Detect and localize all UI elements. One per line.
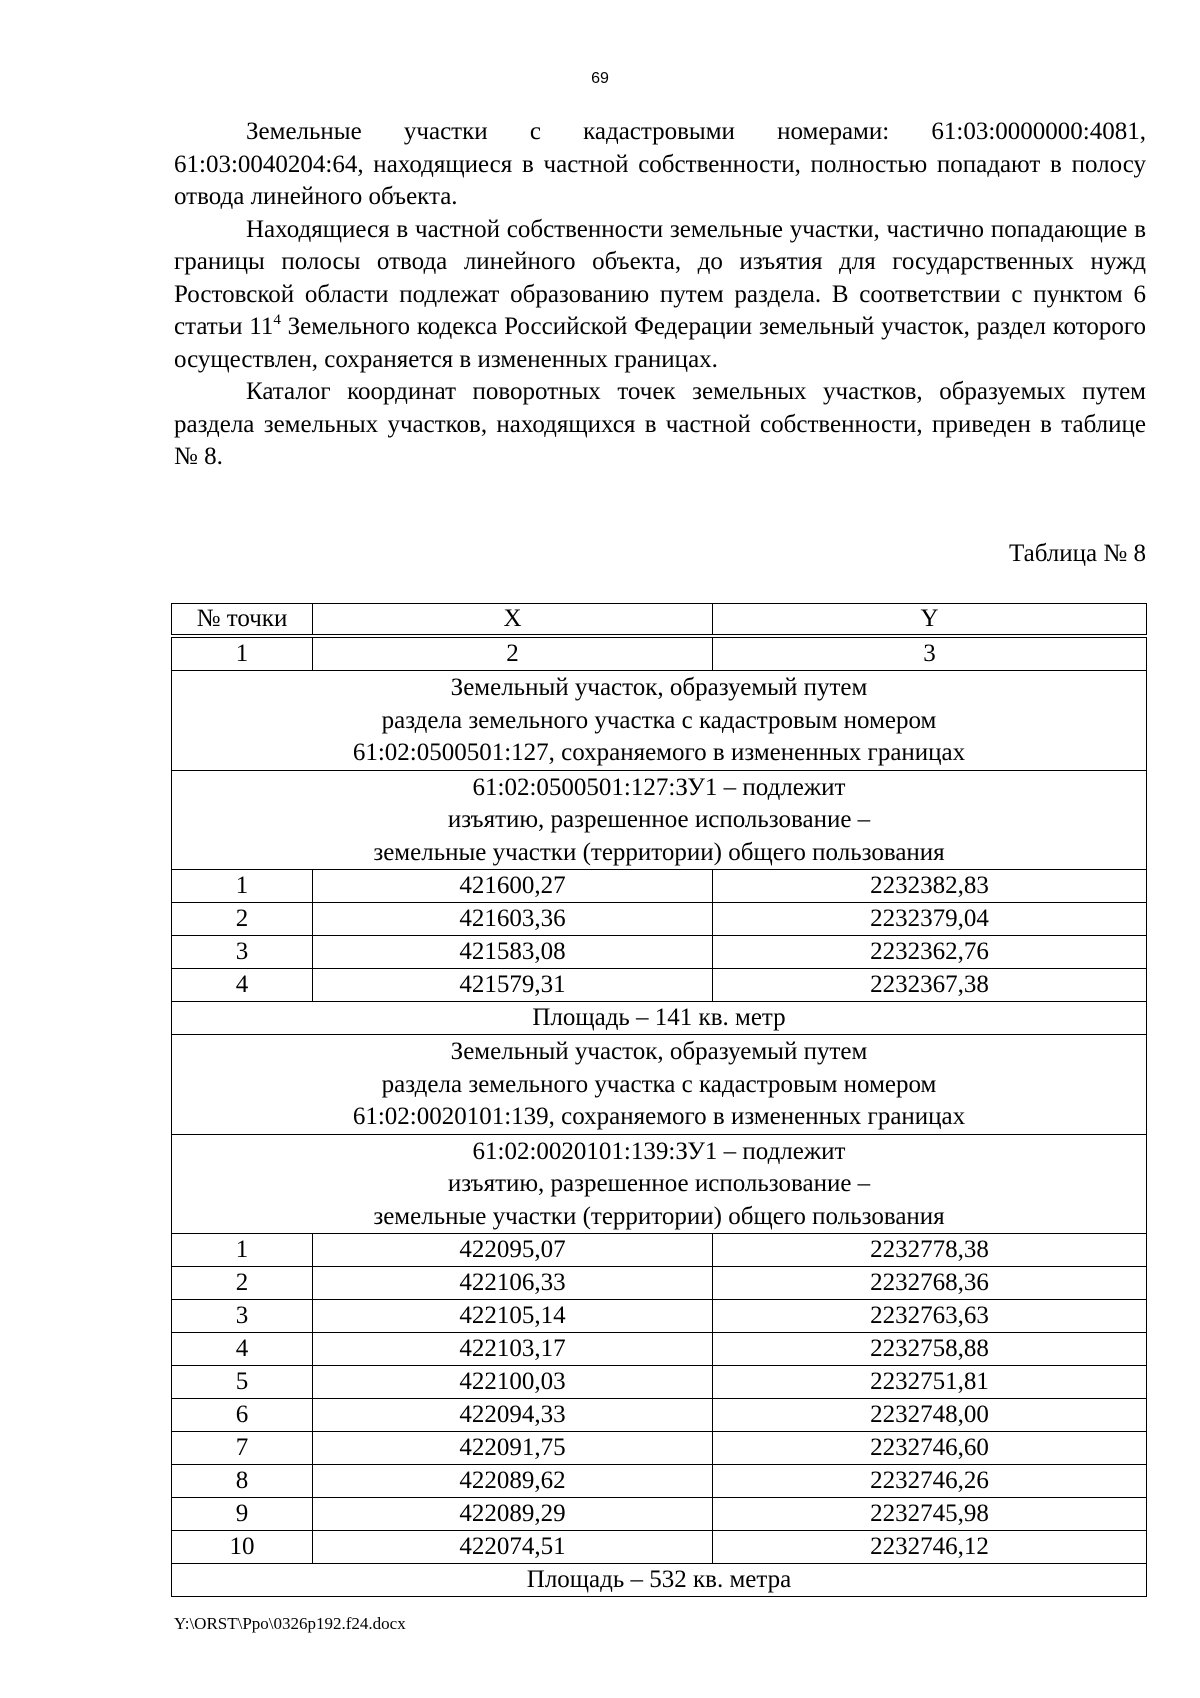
section-title-line: 61:02:0500501:127, сохраняемого в измененных границах (352, 739, 966, 766)
x-coordinate-cell: 422095,07 (313, 1234, 713, 1267)
table-row (172, 1300, 1147, 1333)
y-coordinate-cell: 2232382,83 (713, 870, 1147, 903)
point-number-cell: 5 (172, 1366, 313, 1399)
section-title-row (172, 1035, 1147, 1135)
x-coordinate-cell: 422100,03 (313, 1366, 713, 1399)
section-subtitle-line: земельные участки (территории) общего пользования (373, 838, 945, 866)
table-row (172, 1333, 1147, 1366)
y-coordinate-cell: 2232778,38 (713, 1234, 1147, 1267)
table-row (172, 969, 1147, 1002)
coordinates-table-body (172, 604, 1147, 1597)
section-title-line: Земельный участок, образуемый путем (450, 674, 868, 701)
y-coordinate-cell: 2232768,36 (713, 1267, 1147, 1300)
point-number-cell: 7 (172, 1432, 313, 1465)
section-title-line: 61:02:0020101:139, сохраняемого в измененных границах (352, 1103, 966, 1130)
x-coordinate-cell: 422094,33 (313, 1399, 713, 1432)
point-number-cell: 3 (172, 1300, 313, 1333)
section-subtitle-line: изъятию, разрешенное использование – (447, 806, 871, 833)
table-header-row (172, 604, 1147, 637)
x-coordinate-cell: 422105,14 (313, 1300, 713, 1333)
section-area-row (172, 1002, 1147, 1035)
point-number-cell: 4 (172, 969, 313, 1002)
section-title (172, 671, 1147, 771)
section-title-line: Земельный участок, образуемый путем (450, 1038, 868, 1065)
x-coordinate-cell: 421603,36 (313, 903, 713, 936)
section-area: Площадь – 141 кв. метр (172, 1002, 1147, 1035)
x-coordinate-cell: 422106,33 (313, 1267, 713, 1300)
y-coordinate-cell: 2232763,63 (713, 1300, 1147, 1333)
column-number: 2 (313, 636, 713, 671)
x-coordinate-cell: 421600,27 (313, 870, 713, 903)
header-y: Y (713, 604, 1147, 637)
point-number-cell: 9 (172, 1498, 313, 1531)
column-numbers-row (172, 636, 1147, 671)
section-subtitle (172, 1134, 1147, 1234)
y-coordinate-cell: 2232367,38 (713, 969, 1147, 1002)
section-subtitle (172, 770, 1147, 870)
table-row (172, 1366, 1147, 1399)
y-coordinate-cell: 2232379,04 (713, 903, 1147, 936)
point-number-cell: 1 (172, 870, 313, 903)
x-coordinate-cell: 422089,29 (313, 1498, 713, 1531)
x-coordinate-cell: 422091,75 (313, 1432, 713, 1465)
paragraph-2-text-end: Земельного кодекса Российской Федерации земельный участок, раздел которого осуществлен, сохраняется в измененных границах. (174, 313, 1146, 373)
section-title-line: раздела земельного участка с кадастровым номером (381, 1070, 937, 1098)
table-row (172, 903, 1147, 936)
y-coordinate-cell: 2232751,81 (713, 1366, 1147, 1399)
y-coordinate-cell: 2232745,98 (713, 1498, 1147, 1531)
table-row (172, 936, 1147, 969)
table-row (172, 1399, 1147, 1432)
table-row (172, 870, 1147, 903)
table-row (172, 1234, 1147, 1267)
point-number-cell: 2 (172, 903, 313, 936)
table-row (172, 1465, 1147, 1498)
table-row (172, 1498, 1147, 1531)
point-number-cell: 6 (172, 1399, 313, 1432)
header-x: X (313, 604, 713, 637)
header-point-number: № точки (172, 604, 313, 637)
point-number-cell: 1 (172, 1234, 313, 1267)
y-coordinate-cell: 2232362,76 (713, 936, 1147, 969)
y-coordinate-cell: 2232746,12 (713, 1531, 1147, 1564)
section-title (172, 1035, 1147, 1135)
x-coordinate-cell: 421583,08 (313, 936, 713, 969)
table-row (172, 1531, 1147, 1564)
paragraph-2-text-start: Находящиеся в частной собственности земельные участки, частично попадающие в границы полосы отвода линейного объекта, до изъятия для государственных нужд Ростовской области подлежат образованию путем раздела. В соответствии с пунктом 6 статьи 11 (174, 215, 1146, 340)
paragraph-2-superscript: 4 (273, 312, 281, 328)
table-row (172, 1432, 1147, 1465)
table-caption: Таблица № 8 (1008, 540, 1146, 567)
point-number-cell: 2 (172, 1267, 313, 1300)
section-subtitle-row (172, 1134, 1147, 1234)
column-number: 3 (713, 636, 1147, 671)
section-area-row (172, 1564, 1147, 1597)
paragraph-2 (174, 214, 1146, 377)
point-number-cell: 8 (172, 1465, 313, 1498)
x-coordinate-cell: 422103,17 (313, 1333, 713, 1366)
y-coordinate-cell: 2232748,00 (713, 1399, 1147, 1432)
point-number-cell: 3 (172, 936, 313, 969)
section-title-line: раздела земельного участка с кадастровым номером (381, 706, 937, 734)
paragraph-3: Каталог координат поворотных точек земельных участков, образуемых путем раздела земельных участков, находящихся в частной собственности, приведен в таблице № 8. (174, 378, 1146, 470)
section-title-row (172, 671, 1147, 771)
paragraph-1: Земельные участки с кадастровыми номерами: 61:03:0000000:4081, 61:03:0040204:64, находящиеся в частной собственности, полностью попадают в полосу отвода линейного объекта. (174, 118, 1146, 210)
section-subtitle-line: 61:02:0500501:127:ЗУ1 – подлежит (472, 773, 846, 801)
y-coordinate-cell: 2232746,60 (713, 1432, 1147, 1465)
file-path-footer: Y:\ORST\Ppo\0326p192.f24.docx (174, 1614, 406, 1633)
section-subtitle-line: 61:02:0020101:139:ЗУ1 – подлежит (472, 1137, 846, 1165)
page-number: 69 (591, 70, 609, 87)
point-number-cell: 10 (172, 1531, 313, 1564)
table-row (172, 1267, 1147, 1300)
section-subtitle-row (172, 770, 1147, 870)
column-number: 1 (172, 636, 313, 671)
x-coordinate-cell: 422089,62 (313, 1465, 713, 1498)
section-area: Площадь – 532 кв. метра (172, 1564, 1147, 1597)
x-coordinate-cell: 422074,51 (313, 1531, 713, 1564)
body-text (174, 116, 1146, 474)
point-number-cell: 4 (172, 1333, 313, 1366)
x-coordinate-cell: 421579,31 (313, 969, 713, 1002)
coordinates-table (171, 603, 1147, 1597)
section-subtitle-line: земельные участки (территории) общего пользования (373, 1202, 945, 1230)
y-coordinate-cell: 2232746,26 (713, 1465, 1147, 1498)
y-coordinate-cell: 2232758,88 (713, 1333, 1147, 1366)
section-subtitle-line: изъятию, разрешенное использование – (447, 1170, 871, 1197)
